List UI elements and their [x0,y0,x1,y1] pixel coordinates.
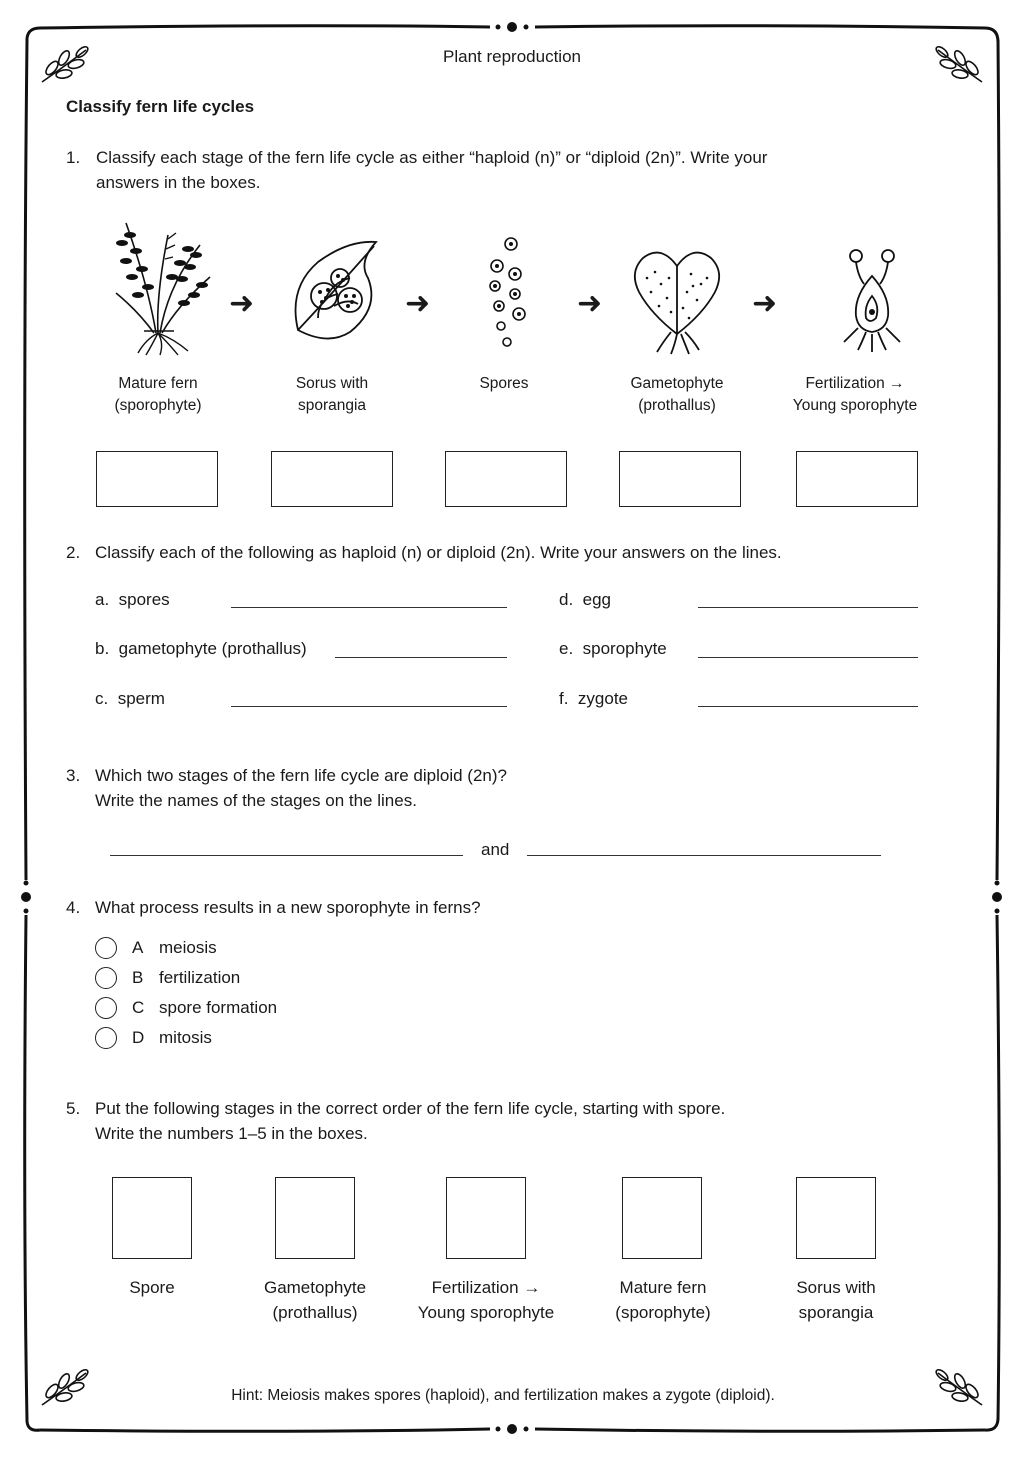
gametophyte-illustration [631,248,723,356]
order-label-line: Fertilization → [431,1278,541,1297]
arrow-right-icon: ➜ [752,287,778,320]
q2-item-label: egg [582,590,612,609]
q2-item-label: zygote [577,689,628,708]
q2-item-d [559,590,611,610]
order-label-line: (prothallus) [272,1303,358,1322]
and-word: and [481,840,510,859]
order-label-line: (sporophyte) [615,1303,711,1322]
option-text: fertilization [159,968,241,987]
answer-line-a[interactable] [231,607,507,608]
arrow-right-icon: ➜ [229,287,255,320]
order-box-sorus[interactable] [796,1177,876,1259]
order-label-gametophyte [225,1275,405,1325]
order-label-mature-fern [573,1275,753,1325]
stage-label-line: sporangia [297,397,367,414]
mature-fern-illustration [108,215,214,357]
page-header: Plant reproduction [443,47,581,66]
option-text: spore formation [159,998,278,1017]
answer-line-diploid-1[interactable] [110,855,463,856]
stage-label-line: Sorus with [295,375,369,392]
order-label-line: Young sporophyte [417,1303,555,1322]
radio-circle[interactable] [95,997,117,1019]
question-3-line-2: Write the names of the stages on the lines. [95,791,417,810]
answer-line-diploid-2[interactable] [527,855,881,856]
question-3-line-1: Which two stages of the fern life cycle are diploid (2n)? [95,766,507,785]
spores-illustration [485,234,531,354]
arrow-right-icon: ➜ [577,287,603,320]
question-3-number: 3. [66,766,81,785]
answer-line-c[interactable] [231,706,507,707]
order-box-young-sporophyte[interactable] [446,1177,526,1259]
option-text: meiosis [159,938,217,957]
stage-label-line: Fertilization → [805,375,905,392]
answer-line-d[interactable] [698,607,918,608]
sorus-illustration [288,238,384,346]
young-sporophyte-illustration [840,246,906,358]
stage-label-line: Mature fern [118,375,198,392]
stage-label-young-sporophyte [765,373,945,417]
answer-box-spores[interactable] [445,451,567,507]
stage-label-spores [414,373,594,395]
radio-circle[interactable] [95,967,117,989]
q2-item-label: sperm [117,689,165,708]
stage-label-line: Spores [479,375,529,392]
question-5-text [95,1096,725,1146]
radio-circle[interactable] [95,1027,117,1049]
answer-line-f[interactable] [698,706,918,707]
q2-item-c [95,689,165,709]
stage-label-line: (sporophyte) [114,397,202,414]
answer-box-mature-fern[interactable] [96,451,218,507]
radio-circle[interactable] [95,937,117,959]
q2-item-letter: d. [559,590,574,609]
answer-line-b[interactable] [335,657,507,658]
question-1-line-2: answers in the boxes. [96,173,261,192]
q2-item-e [559,639,667,659]
question-2-number: 2. [66,543,81,562]
q2-item-label: spores [118,590,170,609]
stage-label-sorus [242,373,422,417]
question-5-number: 5. [66,1099,81,1118]
q2-item-b [95,639,307,659]
order-label-sorus [746,1275,926,1325]
order-label-spore [62,1275,242,1300]
question-2-text: Classify each of the following as haploid (n) or diploid (2n). Write your answers on the lines. [95,543,782,562]
answer-line-e[interactable] [698,657,918,658]
stage-label-line: (prothallus) [638,397,716,414]
order-box-mature-fern[interactable] [622,1177,702,1259]
stage-label-gametophyte [587,373,767,417]
q2-item-letter: f. [559,689,569,708]
answer-box-young-sporophyte[interactable] [796,451,918,507]
question-4-text: What process results in a new sporophyte in ferns? [95,898,481,917]
hint-text: Hint: Meiosis makes spores (haploid), and fertilization makes a zygote (diploid). [231,1387,775,1404]
stage-label-line: Young sporophyte [792,397,918,414]
question-5-line-1: Put the following stages in the correct order of the fern life cycle, starting with spore. [95,1099,726,1118]
option-text: mitosis [159,1028,212,1047]
option-letter: D [132,1028,145,1047]
q2-item-f [559,689,628,709]
order-label-line: Mature fern [619,1278,707,1297]
option-letter: A [132,938,144,957]
q2-item-letter: a. [95,590,110,609]
question-1-line-1: Classify each stage of the fern life cycle as either “haploid (n)” or “diploid (2n)”. Write your [96,148,768,167]
order-label-young-sporophyte [396,1275,576,1325]
order-label-line: sporangia [798,1303,874,1322]
q2-item-letter: c. [95,689,109,708]
q2-item-label: gametophyte (prothallus) [118,639,307,658]
worksheet-title: Classify fern life cycles [66,97,255,116]
stage-label-line: Gametophyte [630,375,724,392]
answer-box-sorus[interactable] [271,451,393,507]
order-box-spore[interactable] [112,1177,192,1259]
arrow-right-icon: ➜ [405,287,431,320]
question-3-text [95,763,507,813]
order-label-line: Sorus with [796,1278,876,1297]
question-1-text [96,145,767,195]
stage-label-mature-fern [68,373,248,417]
q2-item-letter: b. [95,639,110,658]
order-box-gametophyte[interactable] [275,1177,355,1259]
q2-item-letter: e. [559,639,574,658]
answer-box-gametophyte[interactable] [619,451,741,507]
q2-item-a [95,590,170,610]
order-label-line: Gametophyte [263,1278,367,1297]
question-5-line-2: Write the numbers 1–5 in the boxes. [95,1124,368,1143]
question-1-number: 1. [66,148,81,167]
order-label-line: Spore [129,1278,175,1297]
option-letter: B [132,968,144,987]
question-4-number: 4. [66,898,81,917]
q2-item-label: sporophyte [582,639,667,658]
option-letter: C [132,998,145,1017]
